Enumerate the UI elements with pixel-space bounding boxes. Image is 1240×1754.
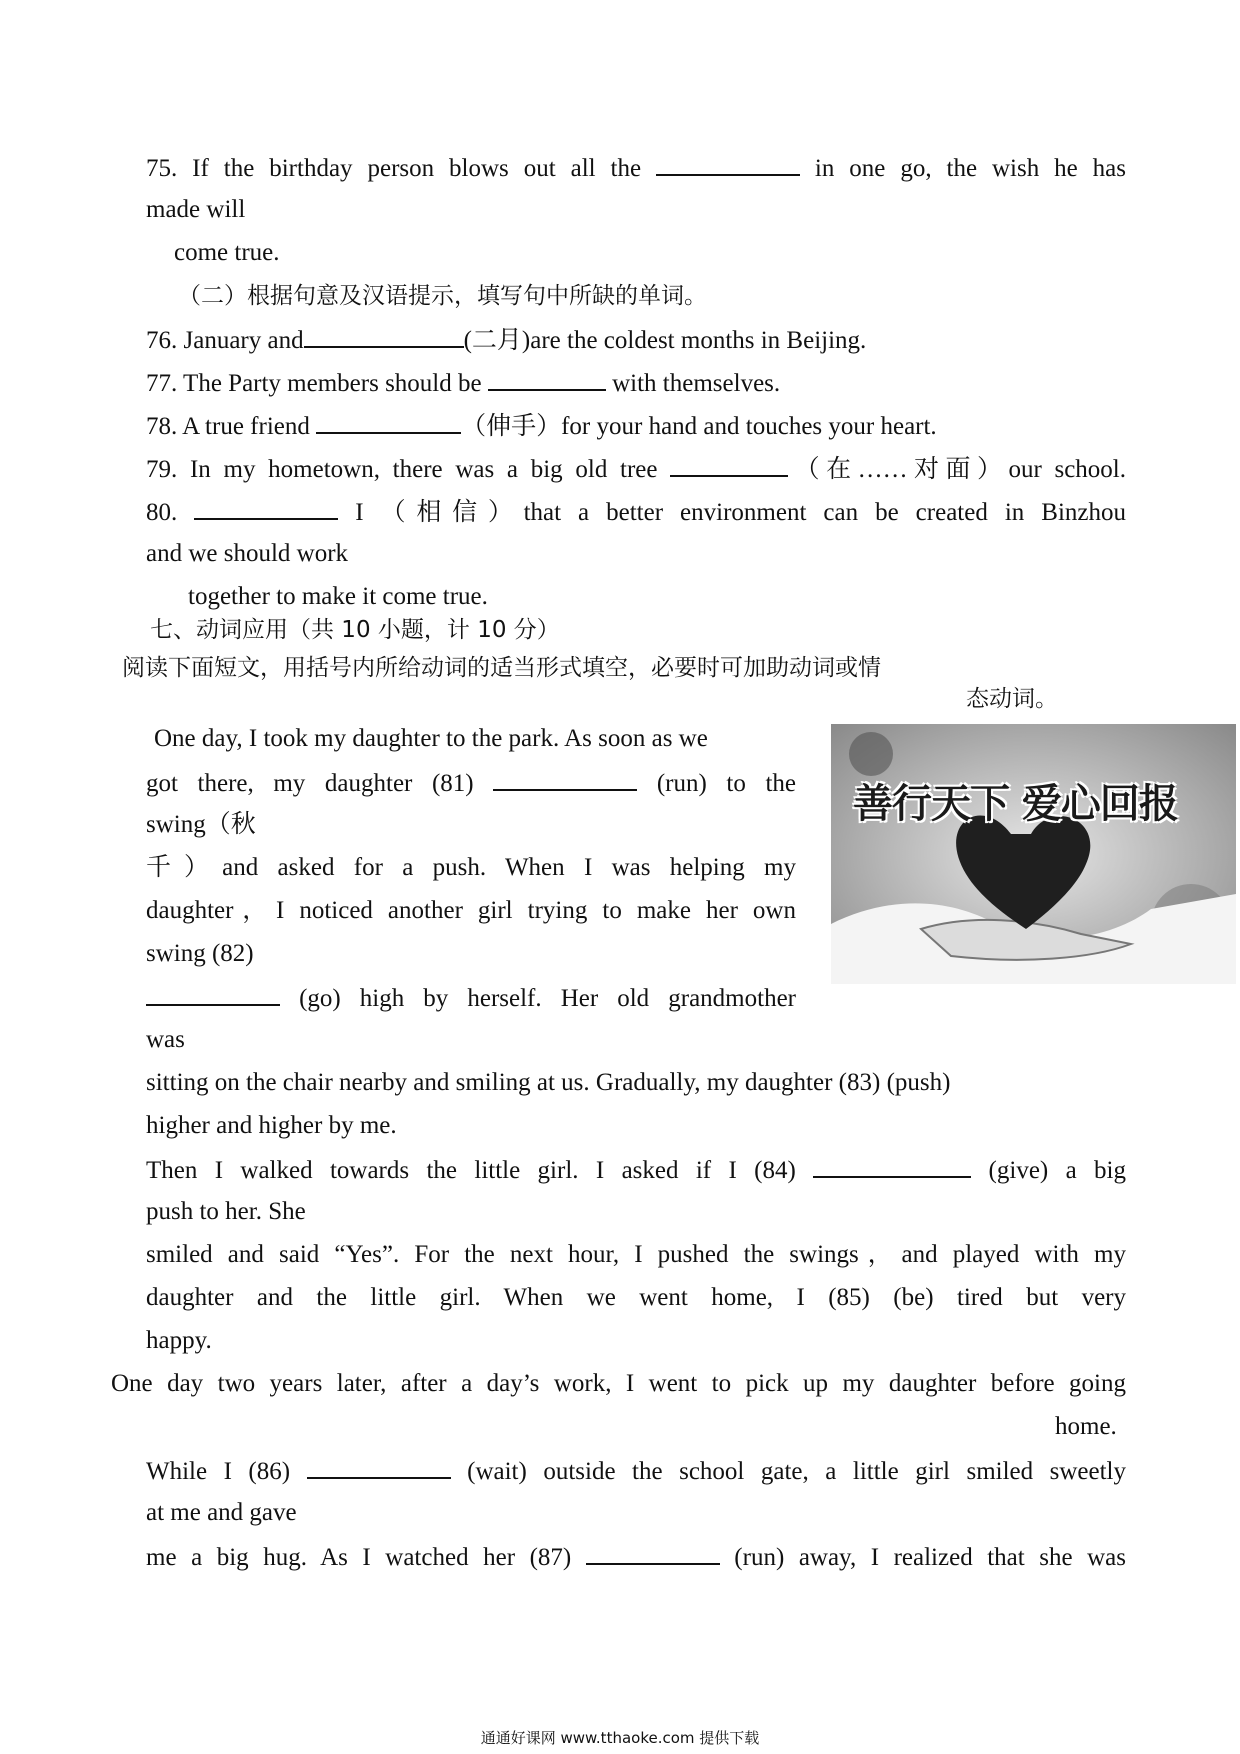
answer-blank[interactable] <box>304 324 464 348</box>
question-75-cont2: come true. <box>174 239 280 266</box>
answer-blank[interactable] <box>194 496 338 520</box>
passage-line: daughter and the little girl. When we went home, I (85) (be) tired but very <box>146 1284 1126 1311</box>
passage-line: 千）and asked for a push. When I was helping my <box>146 854 796 881</box>
passage-line: at me and gave <box>146 1499 297 1526</box>
passage-line: higher and higher by me. <box>146 1112 397 1139</box>
instructions-line-2: 态动词。 <box>966 686 1058 712</box>
passage-line: (go) high by herself. Her old grandmother <box>146 982 796 1014</box>
passage-line: daughter，I noticed another girl trying to make her own <box>146 897 796 924</box>
passage-line: Then I walked towards the little girl. I asked if I (84) (give) a big <box>146 1154 1126 1186</box>
passage-line: happy. <box>146 1327 212 1354</box>
passage-line: One day two years later, after a day’s work, I went to pick up my daughter before going <box>111 1370 1126 1397</box>
answer-blank-84[interactable] <box>813 1154 971 1178</box>
passage-line: push to her. She <box>146 1198 306 1225</box>
passage-line: swing（秋 <box>146 811 256 838</box>
answer-blank[interactable] <box>488 367 606 391</box>
question-80-cont2: together to make it come true. <box>188 583 488 610</box>
image-caption: 善行天下 爱心回报 <box>853 781 1178 827</box>
question-80: 80. I （相信）that a better environment can be created in Binzhou <box>146 496 1126 528</box>
answer-blank[interactable] <box>656 152 800 176</box>
section-7-heading: 七、动词应用（共 10 小题，计 10 分） <box>150 617 560 643</box>
passage-line: While I (86) (wait) outside the school gate, a little girl smiled sweetly <box>146 1455 1126 1487</box>
passage-line: smiled and said “Yes”. For the next hour, I pushed the swings，and played with my <box>146 1241 1126 1268</box>
answer-blank-81[interactable] <box>493 767 637 791</box>
answer-blank-86[interactable] <box>307 1455 451 1479</box>
passage-line: me a big hug. As I watched her (87) (run) away, I realized that she was <box>146 1541 1126 1573</box>
question-75: 75. If the birthday person blows out all the in one go, the wish he has <box>146 152 1126 184</box>
question-76: 76. January and (二月)are the coldest months in Beijing. <box>146 324 866 356</box>
answer-blank[interactable] <box>670 453 788 477</box>
instructions-line-1: 阅读下面短文，用括号内所给动词的适当形式填空，必要时可加助动词或情 <box>122 655 881 681</box>
answer-blank-82[interactable] <box>146 982 280 1006</box>
passage-line: One day, I took my daughter to the park. As soon as we <box>154 725 708 752</box>
page-footer: 通通好课网 www.tthaoke.com 提供下载 <box>480 1729 760 1747</box>
question-77: 77. The Party members should be with themselves. <box>146 367 780 399</box>
passage-line: was <box>146 1026 185 1053</box>
question-78: 78. A true friend （伸手）for your hand and touches your heart. <box>146 410 937 442</box>
heart-hands-illustration <box>831 724 1236 984</box>
answer-blank-87[interactable] <box>586 1541 720 1565</box>
passage-line: swing (82) <box>146 940 254 967</box>
question-79: 79. In my hometown, there was a big old tree （在……对面）our school. <box>146 453 1126 485</box>
passage-line: sitting on the chair nearby and smiling at us. Gradually, my daughter (83) (push) <box>146 1069 951 1096</box>
question-80-cont: and we should work <box>146 540 349 567</box>
heart-in-hands-image <box>831 724 1236 984</box>
passage-line: got there, my daughter (81) (run) to the <box>146 767 796 799</box>
answer-blank[interactable] <box>316 410 461 434</box>
question-75-cont: made will <box>146 196 246 223</box>
section-2-heading: （二）根据句意及汉语提示，填写句中所缺的单词。 <box>178 283 707 309</box>
passage-line: home. <box>1055 1413 1117 1440</box>
